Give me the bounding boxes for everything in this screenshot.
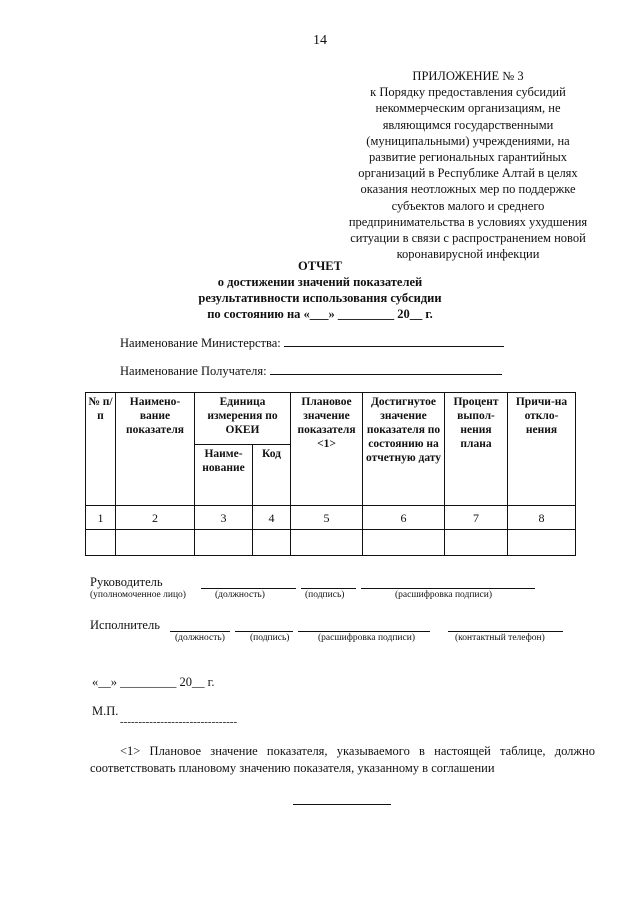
date-line: «__» _________ 20__ г.	[92, 675, 215, 689]
header-reason: Причи-на откло-нения	[508, 393, 576, 506]
report-subtitle-line: по состоянию на «___» _________ 20__ г.	[207, 307, 433, 321]
footnote-separator: --------------------------------	[120, 716, 238, 728]
column-number: 8	[508, 506, 576, 530]
recipient-field	[120, 363, 502, 379]
appendix-line: являющимся государственными	[382, 117, 554, 132]
appendix-line: оказания неотложных мер по поддержке	[360, 182, 576, 197]
table-cell[interactable]	[116, 530, 195, 556]
head-signature-caption: (подпись)	[305, 590, 345, 600]
appendix-line: организаций в Республике Алтай в целях	[358, 166, 578, 181]
footnote-text: <1> Плановое значение показателя, указываемого в настоящей таблице, должно соответствовать плановому значению показателя, указанному в соглашении	[90, 744, 595, 775]
table-cell[interactable]	[253, 530, 291, 556]
appendix-line: развитие региональных гарантийных	[368, 150, 568, 165]
appendix-line: предпринимательства в условиях ухудшения	[348, 214, 588, 229]
executor-position-caption: (должность)	[175, 633, 225, 643]
report-subtitle-line: о достижении значений показателей	[217, 275, 423, 289]
ministry-input-line[interactable]	[284, 335, 504, 347]
report-subtitle-line: результативности использования субсидии	[198, 291, 442, 305]
header-unit-code: Код	[253, 445, 291, 506]
table-cell[interactable]	[445, 530, 508, 556]
column-number: 5	[291, 506, 363, 530]
appendix-line: субъектов малого и среднего	[391, 198, 545, 213]
ministry-label: Наименование Министерства:	[120, 336, 281, 350]
column-number: 2	[116, 506, 195, 530]
report-table	[85, 392, 576, 556]
appendix-line: коронавирусной инфекции	[396, 247, 540, 262]
report-title: ОТЧЕТ	[298, 259, 342, 273]
header-achieved: Достигнутое значение показателя по состоянию на отчетную дату	[363, 393, 445, 506]
column-number: 7	[445, 506, 508, 530]
report-title-block	[0, 258, 640, 322]
header-num: № п/п	[86, 393, 116, 506]
table-cell[interactable]	[363, 530, 445, 556]
executor-label: Исполнитель	[90, 618, 160, 632]
head-signature-line[interactable]	[301, 588, 356, 589]
appendix-block	[318, 68, 618, 262]
stamp-label: М.П.	[92, 704, 119, 718]
head-decoding-line[interactable]	[361, 588, 535, 589]
end-rule	[293, 804, 391, 805]
head-position-line[interactable]	[201, 588, 296, 589]
header-plan: Плановое значение показателя <1>	[291, 393, 363, 506]
header-name: Наимено-вание показателя	[116, 393, 195, 506]
table-cell[interactable]	[291, 530, 363, 556]
executor-signature-caption: (подпись)	[250, 633, 290, 643]
page-number: 14	[313, 33, 327, 48]
header-percent: Процент выпол-нения плана	[445, 393, 508, 506]
head-label: Руководитель	[90, 575, 163, 589]
executor-signature-line[interactable]	[235, 631, 293, 632]
table-cell[interactable]	[508, 530, 576, 556]
executor-decoding-line[interactable]	[298, 631, 430, 632]
column-number: 3	[195, 506, 253, 530]
column-number: 4	[253, 506, 291, 530]
executor-phone-line[interactable]	[448, 631, 563, 632]
recipient-input-line[interactable]	[270, 363, 502, 375]
table-cell[interactable]	[195, 530, 253, 556]
table-cell[interactable]	[86, 530, 116, 556]
appendix-line: некоммерческим организациям, не	[375, 101, 561, 116]
column-number: 6	[363, 506, 445, 530]
head-sub-caption: (уполномоченное лицо)	[90, 590, 186, 600]
appendix-title: ПРИЛОЖЕНИЕ № 3	[412, 69, 524, 83]
recipient-label: Наименование Получателя:	[120, 364, 267, 378]
head-position-caption: (должность)	[215, 590, 265, 600]
appendix-line: ситуации в связи с распространением новой	[350, 231, 586, 246]
executor-decoding-caption: (расшифровка подписи)	[318, 633, 415, 643]
executor-phone-caption: (контактный телефон)	[455, 633, 545, 643]
appendix-line: (муниципальными) учреждениями, на	[366, 133, 570, 148]
header-unit: Единица измерения по ОКЕИ	[195, 393, 291, 445]
header-unit-name: Наиме-нование	[195, 445, 253, 506]
column-number: 1	[86, 506, 116, 530]
executor-position-line[interactable]	[170, 631, 230, 632]
ministry-field	[120, 335, 504, 351]
head-decoding-caption: (расшифровка подписи)	[395, 590, 492, 600]
appendix-line: к Порядку предоставления субсидий	[370, 85, 566, 100]
